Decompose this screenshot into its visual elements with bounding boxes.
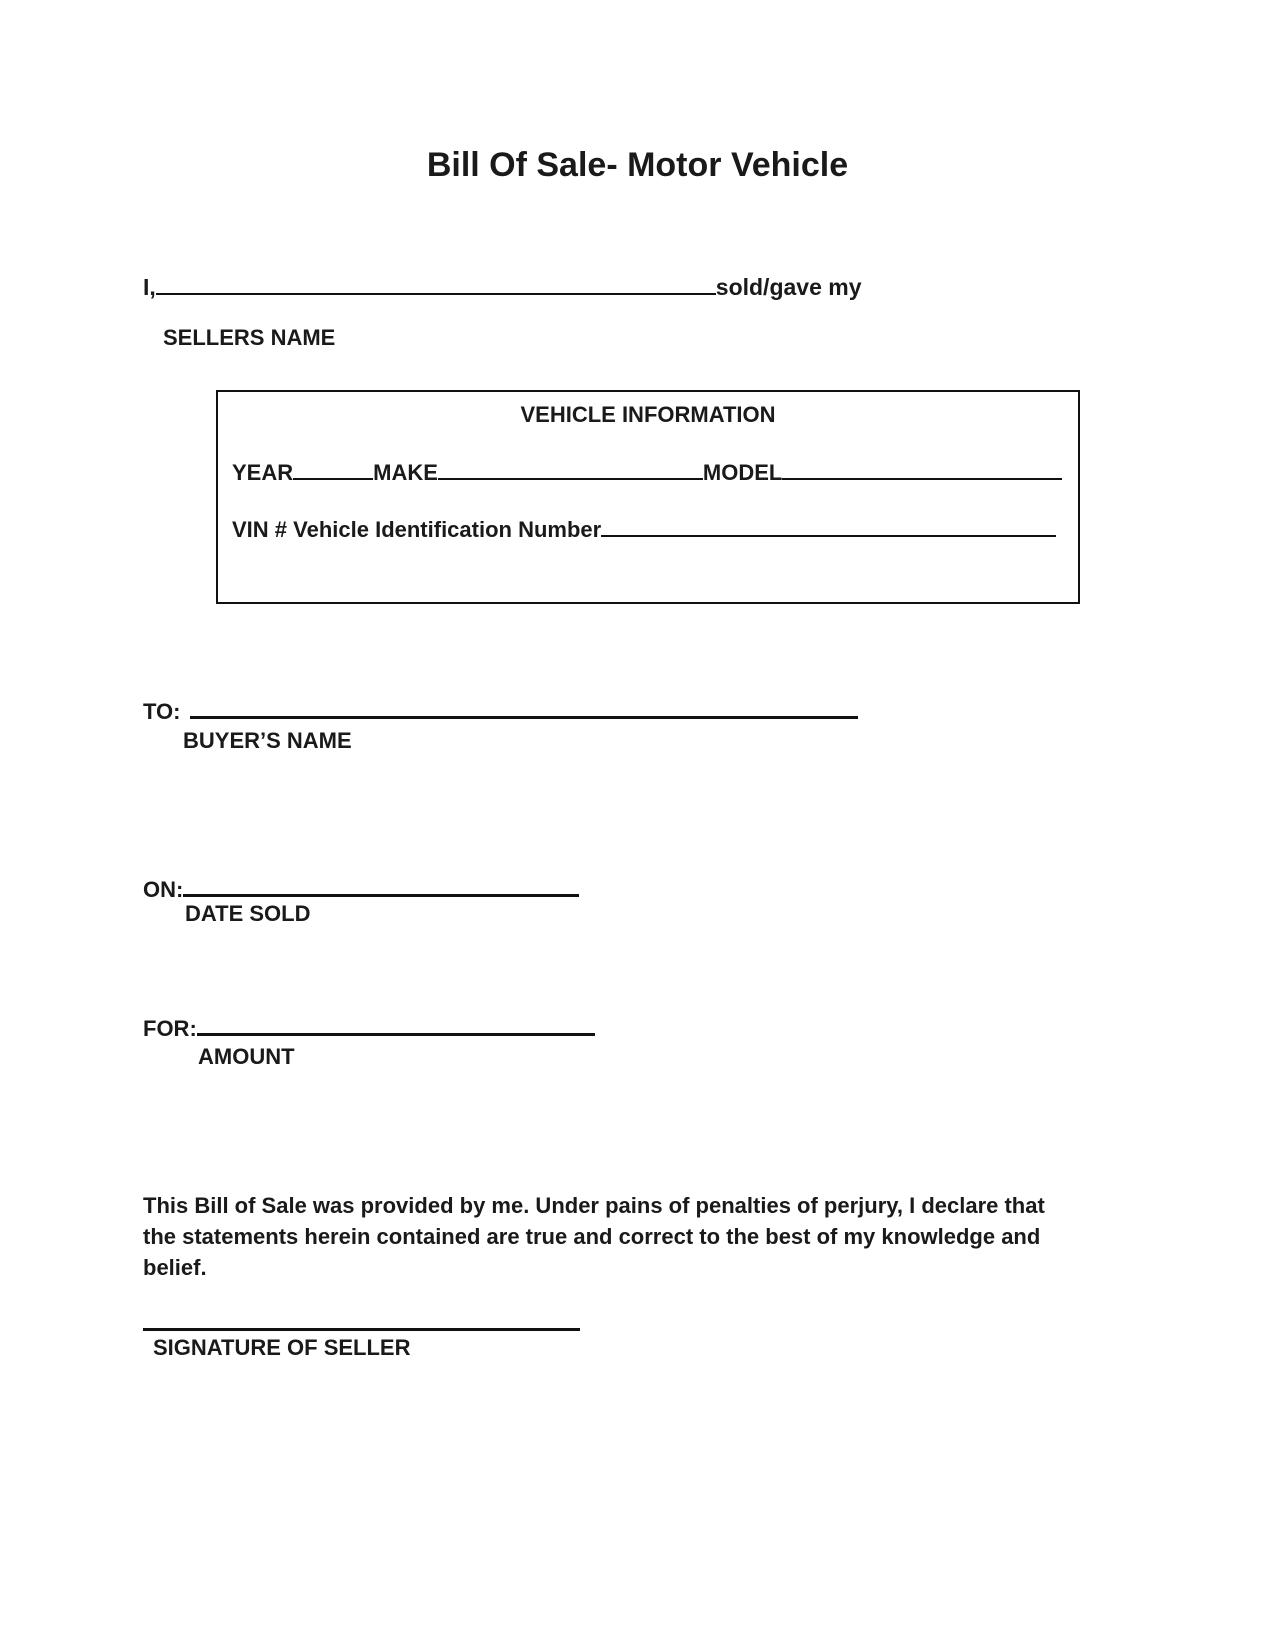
- page-title: Bill Of Sale- Motor Vehicle: [426, 146, 849, 184]
- make-label: MAKE: [373, 460, 438, 485]
- buyers-name-caption: BUYER’S NAME: [183, 728, 352, 753]
- vin-label: VIN # Vehicle Identification Number: [232, 517, 602, 542]
- sellers-name-caption: SELLERS NAME: [163, 325, 336, 350]
- vin-blank: [601, 513, 1056, 537]
- date-line: [143, 873, 579, 903]
- make-blank: [438, 456, 703, 480]
- year-label: YEAR: [232, 460, 294, 485]
- year-blank: [293, 456, 373, 480]
- date-sold-blank: [183, 873, 579, 897]
- signature-line: [143, 1328, 580, 1331]
- for-label: FOR:: [143, 1016, 197, 1041]
- amount-blank: [197, 1012, 595, 1036]
- signature-of-seller-caption: SIGNATURE OF SELLER: [153, 1335, 411, 1360]
- seller-line: [143, 271, 862, 301]
- vehicle-information-heading: VEHICLE INFORMATION: [520, 402, 776, 427]
- model-label: MODEL: [702, 460, 783, 485]
- buyer-line: [143, 695, 858, 725]
- vehicle-information-box: [216, 390, 1080, 604]
- seller-suffix: sold/gave my: [715, 274, 862, 300]
- buyer-name-blank: [190, 695, 858, 719]
- to-label: TO:: [143, 699, 181, 724]
- year-make-model-row: [232, 456, 1062, 486]
- vin-row: [232, 513, 1056, 543]
- model-blank: [782, 456, 1062, 480]
- amount-line: [143, 1012, 595, 1042]
- seller-name-blank: [156, 271, 716, 295]
- seller-prefix: I,: [143, 274, 156, 300]
- amount-caption: AMOUNT: [198, 1044, 295, 1069]
- declaration-paragraph: This Bill of Sale was provided by me. Under pains of penalties of perjury, I declare that the statements herein contained are true and correct to the best of my knowledge and belief.: [143, 1193, 1045, 1280]
- on-label: ON:: [143, 877, 184, 902]
- date-sold-caption: DATE SOLD: [185, 901, 311, 926]
